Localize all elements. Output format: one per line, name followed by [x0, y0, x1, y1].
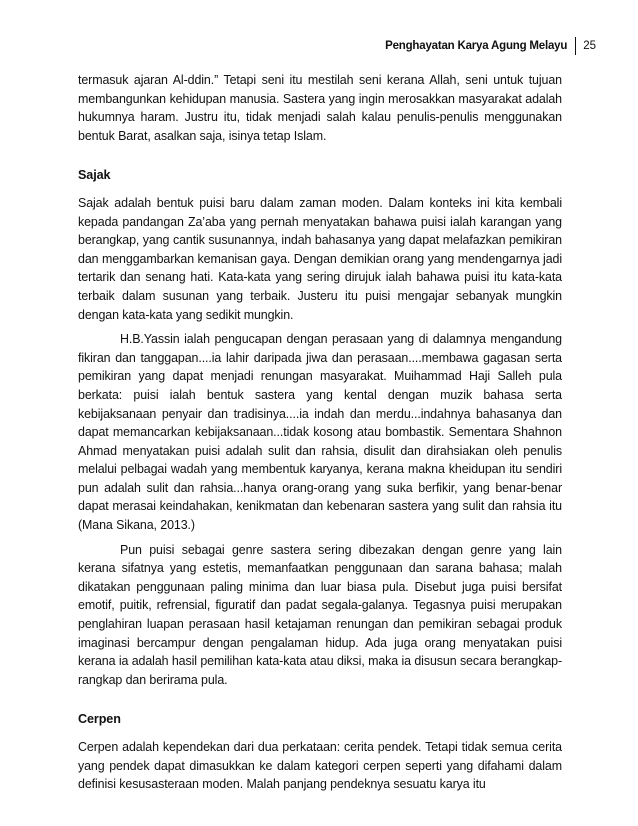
running-header: [385, 37, 596, 55]
section-heading-sajak: Sajak: [78, 168, 111, 183]
document-body: [78, 71, 562, 794]
section-heading-cerpen: Cerpen: [78, 712, 121, 727]
paragraph-cerpen-1: Cerpen adalah kependekan dari dua perkataan: cerita pendek. Tetapi tidak semua cerita yang pendek dapat dimasukkan ke dalam kategori cerpen seperti yang difahami dalam definisi kesusasteraan moden. Malah panjang pendeknya sesuatu karya itu: [78, 740, 562, 792]
page-number: 25: [583, 40, 596, 52]
paragraph-sajak-2: H.B.Yassin ialah pengucapan dengan perasaan yang di dalamnya mengandung fikiran dan tanggapan....ia lahir daripada jiwa dan perasaan....membawa gagasan serta pemikiran yang dapat menjadi renungan masyarakat. Muihammad Haji Salleh pula berkata: puisi ialah bentuk sastera yang kental dengan muzik bahasa serta kebijaksanaan penyair dan tradisinya....ia indah dan merdu...indahnya bahasanya dan dapat memancarkan kebijaksanaan...tidak kosong atau bombastik. Sementara Shahnon Ahmad menyatakan puisi adalah sulit dan rahsia, disulit dan dirahsiakan oleh penulis melalui pelbagai wadah yang membentuk karyanya, kerana makna kheidupan itu sendiri pun adalah sulit dan rahsia...hanya orang-orang yang suka berfikir, yang benar-benar dapat merasai keindahakan, kenikmatan dan kebenaran sastera yang sulit dan rahsia itu (Mana Sikana, 2013.): [78, 332, 562, 533]
running-title: Penghayatan Karya Agung Melayu: [385, 40, 568, 52]
header-divider: [575, 37, 576, 55]
paragraph-sajak-1: Sajak adalah bentuk puisi baru dalam zaman moden. Dalam konteks ini kita kembali kepada pandangan Za’aba yang pernah menyatakan bahawa puisi ialah karangan yang berangkap, yang cantik susunannya, indah bahasanya yang dapat melafazkan pemikiran dan menggambarkan kemanisan gaya. Dengan demikian orang yang mendengarnya jadi tertarik dan senang hati. Kata-kata yang sering dirujuk ialah bahawa puisi itu kata-kata terbaik dalam susunan yang terbaik. Justeru itu puisi mengajar sebanyak mungkin dengan kata-kata yang sedikit mungkin.: [78, 195, 562, 322]
paragraph-intro: termasuk ajaran Al-ddin.” Tetapi seni itu mestilah seni kerana Allah, seni untuk tujuan membangunkan kehidupan manusia. Sastera yang ingin merosakkan masyarakat adalah hukumnya haram. Justru itu, tidak menjadi salah kalau penulis-penulis menggunakan bentuk Barat, asalkan saja, isinya tetap Islam.: [78, 73, 562, 143]
paragraph-sajak-3: Pun puisi sebagai genre sastera sering dibezakan dengan genre yang lain kerana sifatnya yang estetis, memanfaatkan penggunaan dan sarana bahasa; malah dikatakan penggunaan paling minima dan luar biasa pula. Disebut juga puisi bersifat emotif, puitik, refrensial, figuratif dan padat segala-galanya. Tegasnya puisi merupakan penglahiran luapan perasaan hasil ketajaman renungan dan pemikiran sebagai produk imaginasi bercampur dengan pengalaman hidup. Ada juga orang menyatakan puisi kerana ia adalah hasil pemilihan kata-kata atau diksi, maka ia disusun secara berangkap-rangkap dan berirama pula.: [78, 542, 562, 687]
